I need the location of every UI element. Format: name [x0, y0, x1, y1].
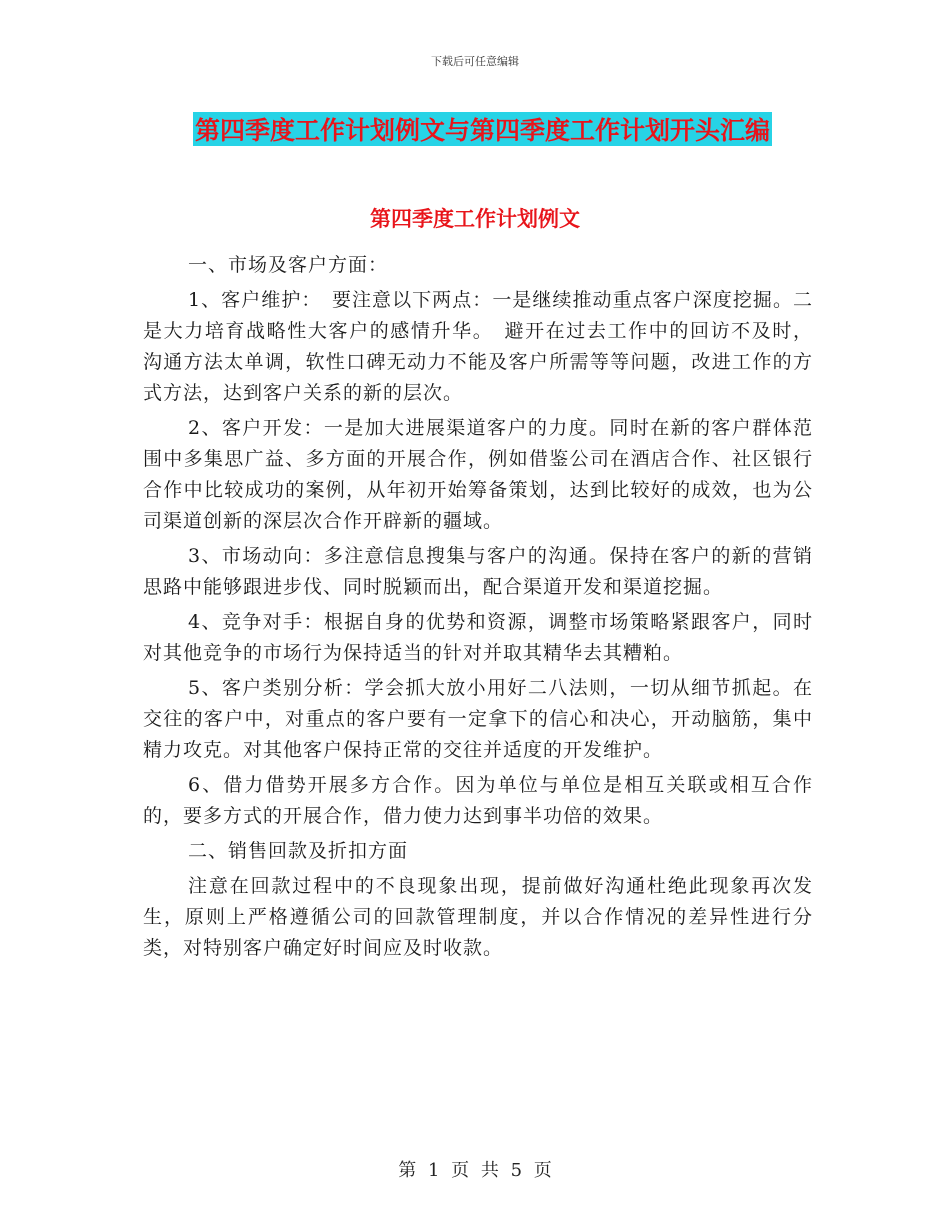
paragraph-customer-maintenance: 1、客户维护： 要注意以下两点：一是继续推动重点客户深度挖掘。二是大力培育战略性大客户的感情升华。 避开在过去工作中的回访不及时，沟通方法太单调，软性口碑无动力不能及客户所需等等问题，改进工作的方式方法，达到客户关系的新的层次。 — [143, 289, 813, 404]
header-note: 下载后可任意编辑 — [431, 55, 519, 68]
paragraph-customer-development: 2、客户开发：一是加大进展渠道客户的力度。同时在新的客户群体范围中多集思广益、多方面的开展合作，例如借鉴公司在酒店合作、社区银行合作中比较成功的案例，从年初开始筹备策划，达到比较好的成效，也为公司渠道创新的深层次合作开辟新的疆域。 — [143, 417, 813, 532]
paragraph-competitors: 4、竞争对手：根据自身的优势和资源，调整市场策略紧跟客户，同时对其他竞争的市场行为保持适当的针对并取其精华去其糟粕。 — [143, 611, 813, 664]
paragraph-customer-analysis: 5、客户类别分析：学会抓大放小用好二八法则，一切从细节抓起。在交往的客户中，对重点的客户要有一定拿下的信心和决心，开动脑筋，集中精力攻克。对其他客户保持正常的交往并适度的开发维护。 — [143, 677, 813, 761]
paragraph-market-trends: 3、市场动向：多注意信息搜集与客户的沟通。保持在客户的新的营销思路中能够跟进步伐、同时脱颖而出，配合渠道开发和渠道挖掘。 — [143, 545, 813, 598]
page-footer: 第 1 页 共 5 页 — [398, 1160, 552, 1181]
section-title: 第四季度工作计划例文 — [370, 207, 580, 231]
paragraph-cooperation: 6、借力借势开展多方合作。因为单位与单位是相互关联或相互合作的，要多方式的开展合作，借力使力达到事半功倍的效果。 — [143, 774, 813, 827]
document-body — [143, 250, 813, 968]
paragraph-payment-details: 注意在回款过程中的不良现象出现，提前做好沟通杜绝此现象再次发生，原则上严格遵循公司的回款管理制度，并以合作情况的差异性进行分类，对特别客户确定好时间应及时收款。 — [143, 875, 813, 959]
main-title: 第四季度工作计划例文与第四季度工作计划开头汇编 — [195, 116, 771, 145]
paragraph-market-heading: 一、市场及客户方面： — [188, 254, 389, 276]
paragraph-payment-heading: 二、销售回款及折扣方面 — [188, 840, 409, 862]
main-title-highlight — [193, 112, 772, 146]
